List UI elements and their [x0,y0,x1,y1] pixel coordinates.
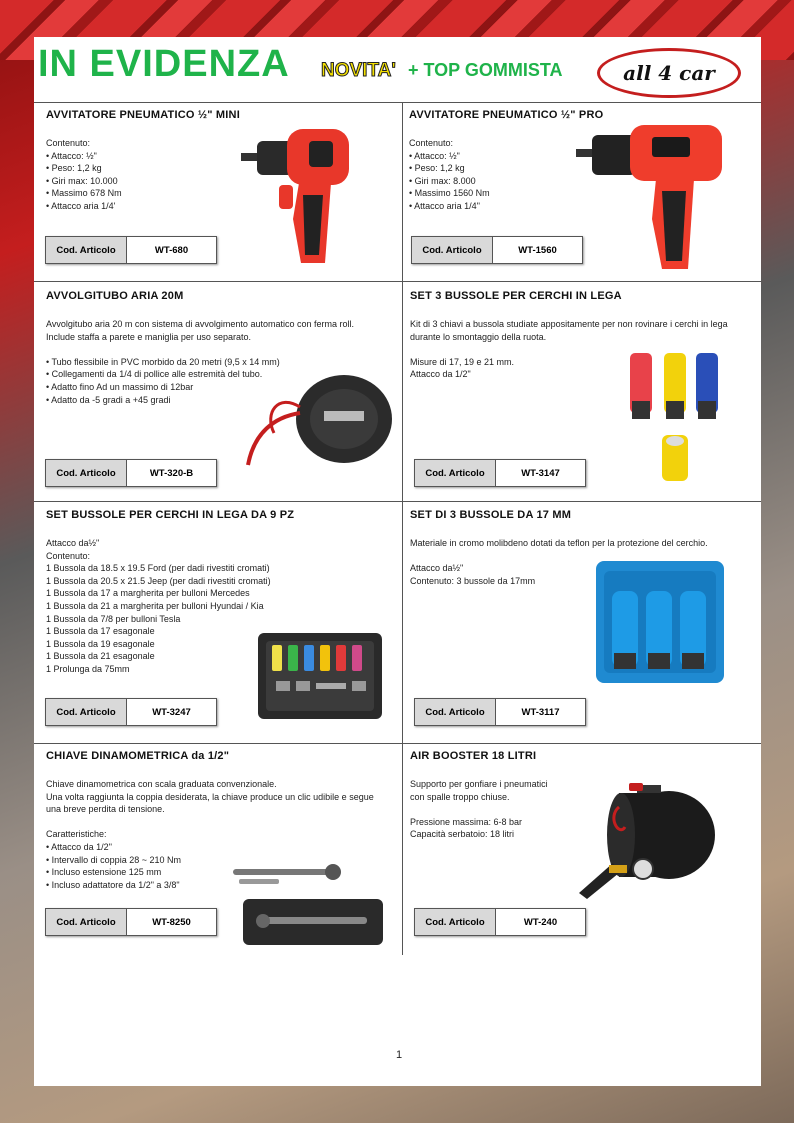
article-code-box [414,698,586,726]
code-label: Cod. Articolo [46,237,127,263]
code-value: WT-1560 [493,237,582,263]
impact-wrench-mini-image [239,123,359,269]
novita-label: NOVITA' [321,60,396,81]
product-description: Materiale in cromo molibdeno dotati da teflon per la protezione del cerchio. Attacco da½" Contenuto: 3 bussole da 17mm [410,538,708,586]
product-description: Avvolgitubo aria 20 m con sistema di avvolgimento automatico con ferma roll. Include staffa a parete e maniglia per uso separato. • Tubo flessibile in PVC morbido da 20 metri (9,5 x 14 mm) • Collegamenti da 1/4 di pollice alle estremità del tubo. • Adatto fino Ad un massimo di 12bar • Adatto da -5 gradi a +45 gradi [46,319,354,405]
code-label: Cod. Articolo [415,909,496,935]
product-description: Attacco da½" Contenuto: 1 Bussola da 18.5 x 19.5 Ford (per dadi rivestiti cromati) 1 Bussola da 20.5 x 21.5 Jeep (per dadi rivestiti cromati) 1 Bussola da 17 a margherita per bulloni Mercedes 1 Bussola da 21 a margherita per bulloni Hyundai / Kia 1 Bussola da 7/8 per bulloni Tesla 1 Bussola da 17 esagonale 1 Bussola da 19 esagonale 1 Bussola da 21 esagonale 1 Prolunga da 75mm [46,538,271,674]
product-description: Contenuto: • Attacco: ½" • Peso: 1,2 kg • Giri max: 8.000 • Massimo 1560 Nm • Attacco aria 1/4" [409,138,490,211]
row-divider [34,501,761,502]
product-title: AVVITATORE PNEUMATICO ½" MINI [46,109,240,121]
article-code-box [45,459,217,487]
row-divider [34,743,761,744]
page-number: 1 [396,1049,403,1061]
code-label: Cod. Articolo [46,460,127,486]
logo-text: all 4 car [623,61,715,85]
row-divider [34,102,761,103]
brand-logo [597,48,741,98]
code-value: WT-240 [496,909,585,935]
catalog-page [34,37,761,1086]
code-label: Cod. Articolo [415,460,496,486]
socket-set-3-image [624,349,724,485]
article-code-box [411,236,583,264]
article-code-box [414,908,586,936]
code-value: WT-320-B [127,460,216,486]
article-code-box [45,908,217,936]
product-title: AIR BOOSTER 18 LITRI [410,750,537,762]
article-code-box [45,236,217,264]
product-title: SET 3 BUSSOLE PER CERCHI IN LEGA [410,290,622,302]
product-description: Contenuto: • Attacco: ½" • Peso: 1,2 kg • Giri max: 10.000 • Massimo 678 Nm • Attacco aria 1/4' [46,138,122,211]
product-description: Kit di 3 chiavi a bussola studiate appositamente per non rovinare i cerchi in lega durante lo smontaggio della ruota. Misure di 17, 19 e 21 mm. Attacco da 1/2" [410,319,728,380]
page-title: IN EVIDENZA [38,43,290,85]
socket-set-17mm-image [594,559,726,685]
impact-wrench-pro-image [574,123,724,273]
code-label: Cod. Articolo [415,699,496,725]
code-value: WT-680 [127,237,216,263]
code-value: WT-8250 [127,909,216,935]
torque-wrench-image [229,861,389,949]
code-label: Cod. Articolo [46,909,127,935]
hose-reel-image [244,373,394,473]
top-gommista-label: + TOP GOMMISTA [408,60,563,80]
article-code-box [414,459,586,487]
code-value: WT-3247 [127,699,216,725]
product-title: SET DI 3 BUSSOLE DA 17 MM [410,509,572,521]
row-divider [34,281,761,282]
code-value: WT-3147 [496,460,585,486]
column-divider [402,102,403,955]
code-label: Cod. Articolo [46,699,127,725]
socket-case-9pc-image [256,631,384,721]
product-title: AVVITATORE PNEUMATICO ½" PRO [409,109,604,121]
air-booster-image [579,777,719,901]
product-title: SET BUSSOLE PER CERCHI IN LEGA DA 9 PZ [46,509,295,521]
code-value: WT-3117 [496,699,585,725]
product-title: CHIAVE DINAMOMETRICA da 1/2" [46,750,230,762]
product-description: Supporto per gonfiare i pneumatici con spalle troppo chiuse. Pressione massima: 6-8 bar Capacità serbatoio: 18 litri [410,779,548,840]
code-label: Cod. Articolo [412,237,493,263]
product-description: Chiave dinamometrica con scala graduata convenzionale. Una volta raggiunta la coppia desiderata, la chiave produce un clic udibile e segue una breve perdita di tensione. Caratteristiche: • Attacco da 1/2" • Intervallo di coppia 28 ~ 210 Nm • Incluso estensione 125 mm • Incluso adattatore da 1/2" a 3/8" [46,779,374,890]
product-title: AVVOLGITUBO ARIA 20M [46,290,184,302]
article-code-box [45,698,217,726]
